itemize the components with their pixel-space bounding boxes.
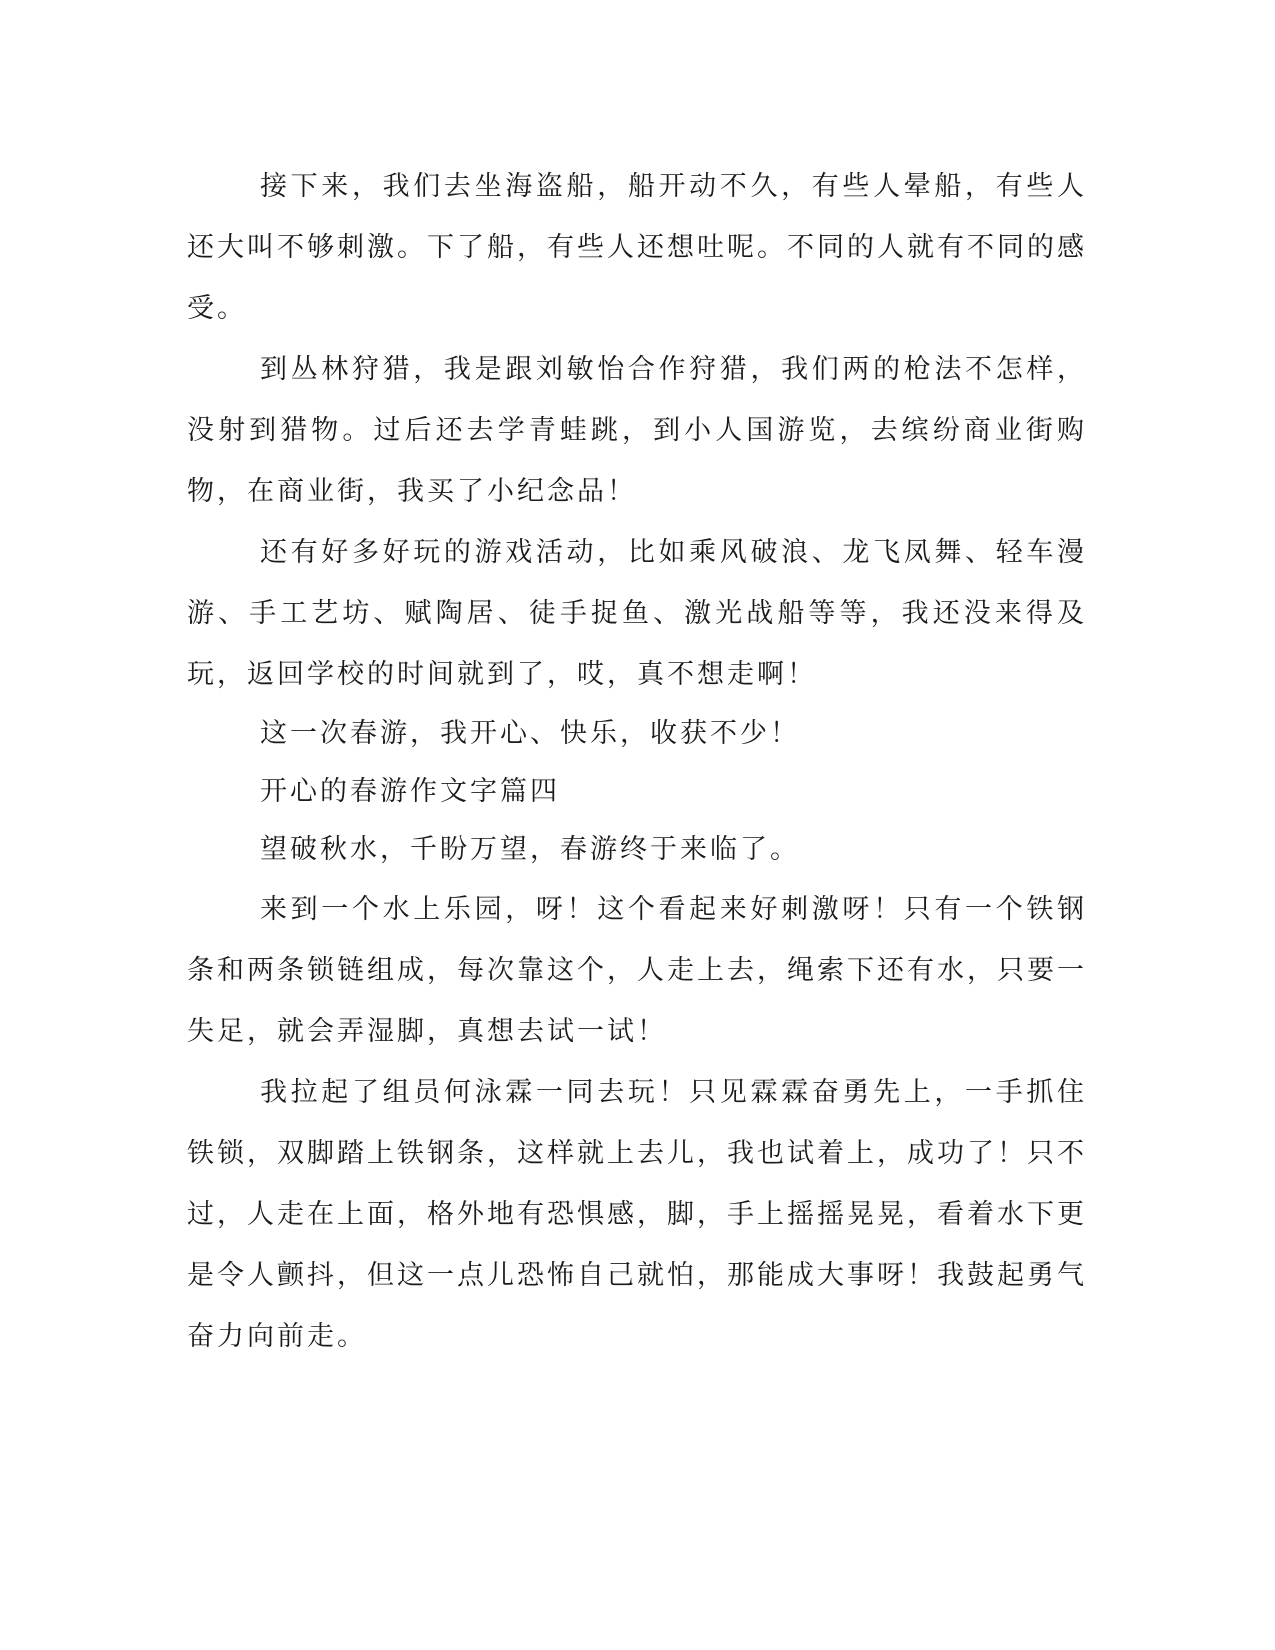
paragraph-chain-bridge: 我拉起了组员何泳霖一同去玩！只见霖霖奋勇先上，一手抓住铁锁，双脚踏上铁钢条，这样就上去儿，我也试着上，成功了！只不过，人走在上面，格外地有恐惧感，脚，手上摇摇晃晃，看着水下更是令人颤抖，但这一点儿恐怖自己就怕，那能成大事呀！我鼓起勇气奋力向前走。 <box>187 1077 1087 1352</box>
document-body <box>187 156 1087 1367</box>
paragraph-more-activities: 还有好多好玩的游戏活动，比如乘风破浪、龙飞凤舞、轻车漫游、手工艺坊、赋陶居、徒手捉鱼、激光战船等等，我还没来得及玩，返回学校的时间就到了，哎，真不想走啊！ <box>187 537 1087 690</box>
paragraph-jungle-hunting: 到丛林狩猎，我是跟刘敏怡合作狩猎，我们两的枪法不怎样，没射到猎物。过后还去学青蛙跳，到小人国游览，去缤纷商业街购物，在商业街，我买了小纪念品！ <box>187 354 1087 507</box>
paragraph-water-park: 来到一个水上乐园，呀！这个看起来好刺激呀！只有一个铁钢条和两条锁链组成，每次靠这个，人走上去，绳索下还有水，只要一失足，就会弄湿脚，真想去试一试！ <box>187 894 1087 1047</box>
paragraph-anticipation: 望破秋水，千盼万望，春游终于来临了。 <box>260 834 800 865</box>
paragraph-pirate-ship: 接下来，我们去坐海盗船，船开动不久，有些人晕船，有些人还大叫不够刺激。下了船，有些人还想吐呢。不同的人就有不同的感受。 <box>187 171 1087 324</box>
section-heading: 开心的春游作文字篇四 <box>260 776 560 807</box>
paragraph-summary: 这一次春游，我开心、快乐，收获不少！ <box>260 718 800 749</box>
